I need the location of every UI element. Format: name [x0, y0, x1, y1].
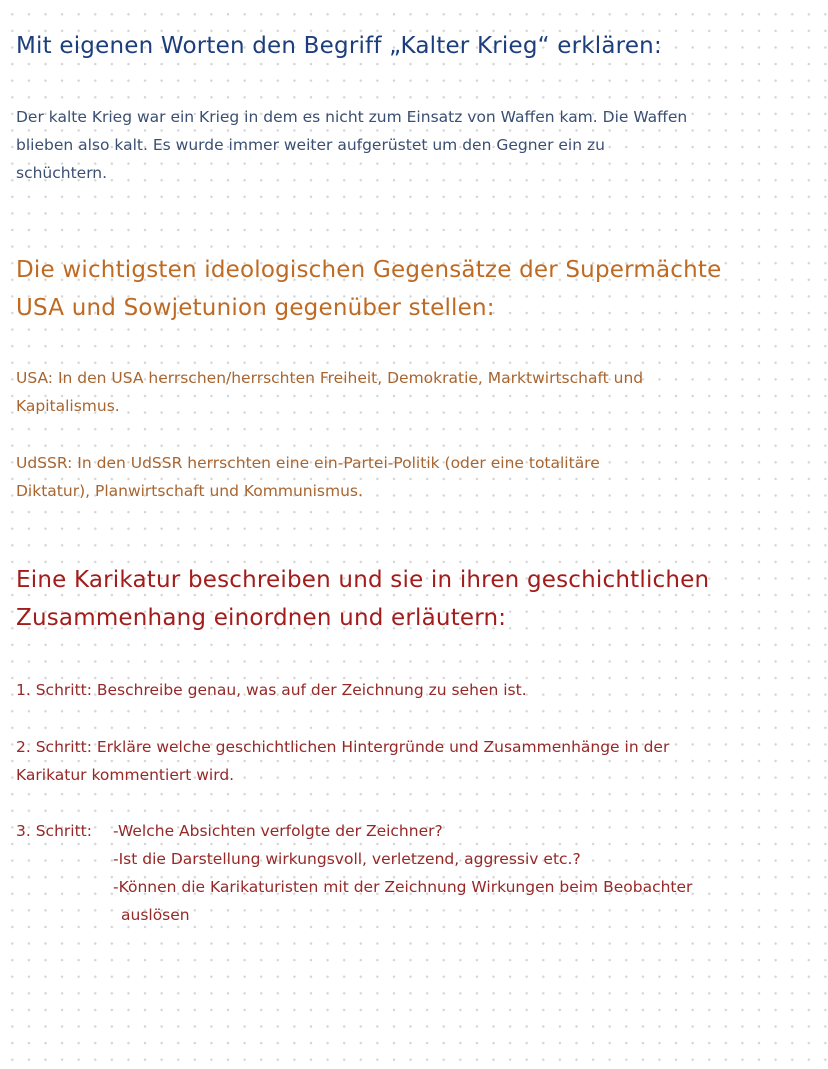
step3-label: 3. Schritt: [16, 822, 92, 840]
text-usa: USA: In den USA herrschen/herrschten Freiheit, Demokratie, Marktwirtschaft und Kapitalismus. [16, 369, 644, 415]
heading-kalter-krieg: Mit eigenen Worten den Begriff „Kalter Krieg“ erklären: [16, 33, 662, 59]
step3-item: -Können die Karikaturisten mit der Zeichnung Wirkungen beim Beobachter [113, 878, 693, 896]
heading-gegensaetze-line1: Die wichtigsten ideologischen Gegensätze der Supermächte [16, 257, 722, 283]
step3-item-continuation: auslösen [121, 906, 190, 924]
heading-karikatur-line1: Eine Karikatur beschreiben und sie in ihren geschichtlichen [16, 567, 710, 593]
text-step1: 1. Schritt: Beschreibe genau, was auf der Zeichnung zu sehen ist. [16, 681, 527, 699]
step3-list [113, 817, 813, 929]
heading-karikatur-line2: Zusammenhang einordnen und erläutern: [16, 605, 507, 631]
heading-karikatur [16, 561, 709, 637]
heading-gegensaetze [16, 251, 721, 327]
heading-gegensaetze-line2: USA und Sowjetunion gegenüber stellen: [16, 295, 495, 321]
text-step2: 2. Schritt: Erkläre welche geschichtlichen Hintergründe und Zusammenhänge in der Karikatur kommentiert wird. [16, 738, 670, 784]
step3-item: -Ist die Darstellung wirkungsvoll, verletzend, aggressiv etc.? [113, 850, 581, 868]
step3-item: -Welche Absichten verfolgte der Zeichner? [113, 822, 443, 840]
text-kalter-krieg: Der kalte Krieg war ein Krieg in dem es nicht zum Einsatz von Waffen kam. Die Waffen blieben also kalt. Es wurde immer weiter aufgerüstet um den Gegner ein zu schüchtern. [16, 108, 688, 182]
text-udssr: UdSSR: In den UdSSR herrschten eine ein-Partei-Politik (oder eine totalitäre Diktatur), Planwirtschaft und Kommunismus. [16, 454, 600, 500]
